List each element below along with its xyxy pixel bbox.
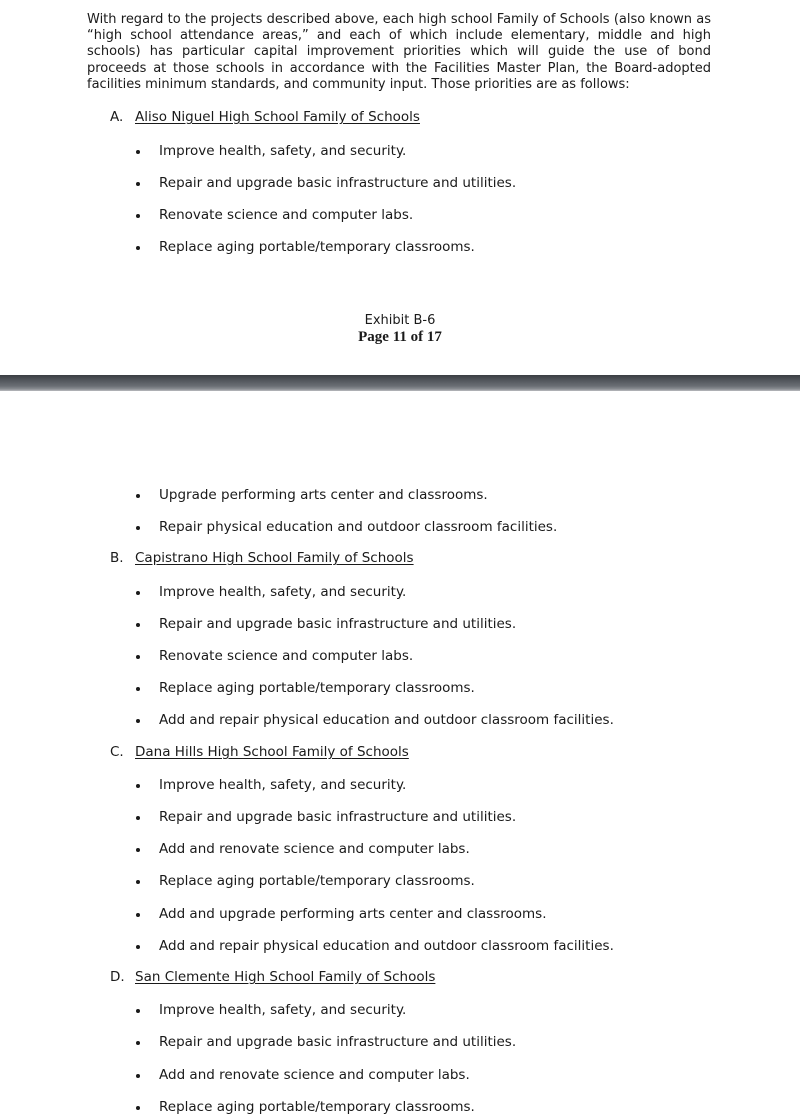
list-item: Repair and upgrade basic infrastructure and utilities.: [159, 809, 517, 825]
list-item: Replace aging portable/temporary classrooms.: [159, 680, 475, 696]
section-title: San Clemente High School Family of Schools: [135, 969, 436, 985]
list-item: Repair and upgrade basic infrastructure and utilities.: [159, 175, 517, 191]
list-item: Improve health, safety, and security.: [159, 777, 407, 793]
intro-paragraph: With regard to the projects described above, each high school Family of Schools (also known as “high school attendance areas,” and each of which include elementary, middle and high schools) has particular capital improvement priorities which will guide the use of bond proceeds at those schools in accordance with the Facilities Master Plan, the Board-adopted facilities minimum standards, and community input. Those priorities are as follows:: [87, 12, 711, 92]
section-heading-c: [110, 744, 409, 760]
list-item: Replace aging portable/temporary classrooms.: [159, 1099, 475, 1115]
list-item: Add and renovate science and computer labs.: [159, 1067, 470, 1083]
section-letter: C.: [110, 744, 124, 760]
document-page-12: [0, 391, 800, 1120]
section-heading-b: [110, 550, 414, 566]
section-heading-d: [110, 969, 435, 985]
list-item: Upgrade performing arts center and classrooms.: [159, 487, 488, 503]
section-heading-a: [110, 109, 420, 125]
list-item: Add and repair physical education and outdoor classroom facilities.: [159, 938, 614, 954]
list-item: Add and upgrade performing arts center and classrooms.: [159, 906, 547, 922]
section-letter: A.: [110, 109, 124, 125]
list-item: Add and repair physical education and outdoor classroom facilities.: [159, 712, 614, 728]
exhibit-label: Exhibit B-6: [364, 313, 436, 328]
document-page-11: [0, 0, 800, 375]
section-title: Capistrano High School Family of Schools: [135, 550, 414, 566]
list-item: Renovate science and computer labs.: [159, 207, 414, 223]
page-separator: [0, 375, 800, 391]
list-item: Repair physical education and outdoor classroom facilities.: [159, 519, 558, 535]
list-item: Repair and upgrade basic infrastructure and utilities.: [159, 1034, 517, 1050]
section-letter: D.: [110, 969, 125, 985]
list-item: Repair and upgrade basic infrastructure and utilities.: [159, 616, 517, 632]
list-item: Improve health, safety, and security.: [159, 1002, 407, 1018]
section-letter: B.: [110, 550, 124, 566]
list-item: Renovate science and computer labs.: [159, 648, 414, 664]
list-item: Replace aging portable/temporary classrooms.: [159, 239, 475, 255]
section-title: Dana Hills High School Family of Schools: [135, 744, 409, 760]
list-item: Improve health, safety, and security.: [159, 143, 407, 159]
list-item: Add and renovate science and computer labs.: [159, 841, 470, 857]
list-item: Replace aging portable/temporary classrooms.: [159, 873, 475, 889]
page-number: Page 11 of 17: [358, 329, 442, 345]
section-title: Aliso Niguel High School Family of Schools: [135, 109, 420, 125]
list-item: Improve health, safety, and security.: [159, 584, 407, 600]
